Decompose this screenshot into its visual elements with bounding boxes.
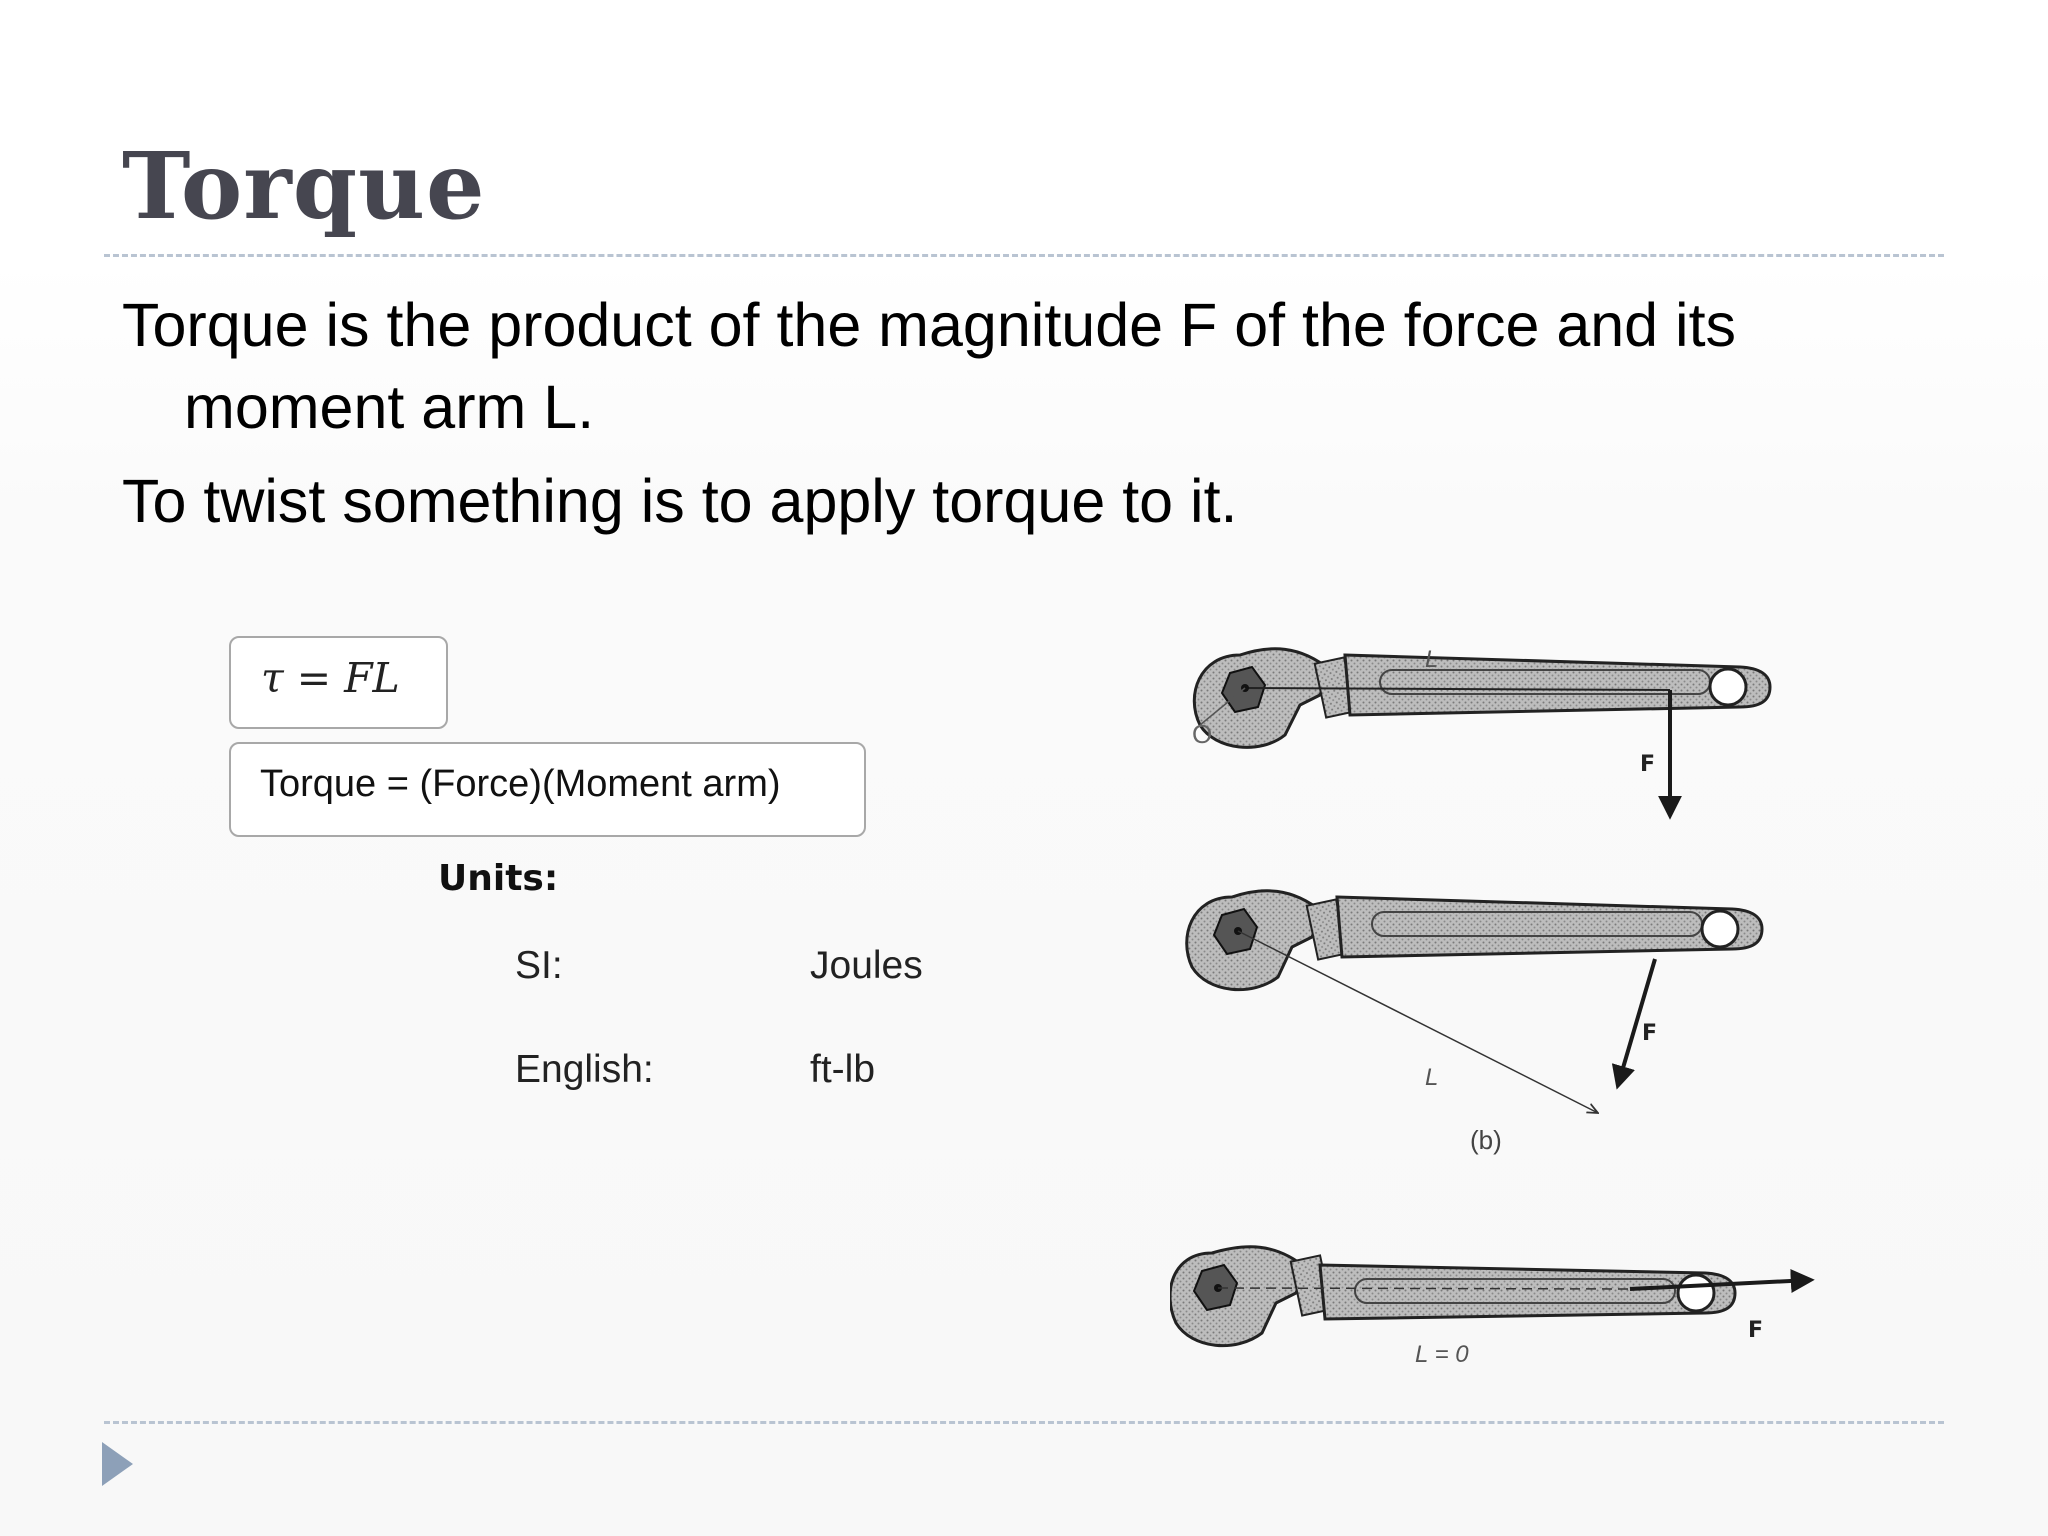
triangle-right-icon[interactable] (102, 1442, 133, 1486)
wrench-bottom (1170, 1247, 1810, 1346)
formula-words: Torque = (Force)(Moment arm) (260, 763, 781, 805)
title-divider (104, 254, 1944, 257)
slide-body (122, 284, 1882, 554)
unit-value-si: Joules (810, 944, 923, 987)
wrench-middle (1187, 891, 1762, 1113)
units-heading: Units: (438, 858, 559, 899)
wrench-top-arm-label: L (1425, 646, 1439, 673)
wrench-torque-figure (1170, 575, 1828, 1420)
slide-title: Torque (122, 132, 486, 240)
wrench-top-force-label: F (1640, 752, 1656, 777)
wrench-bottom-force-label: F (1748, 1318, 1764, 1343)
wrench-bottom-arm-label: L = 0 (1415, 1341, 1469, 1368)
formula-words-box (229, 742, 866, 837)
wrench-top (1194, 649, 1770, 815)
formula-symbolic-box (229, 636, 448, 729)
unit-value-english: ft-lb (810, 1048, 876, 1091)
wrench-top-center-label: O (1192, 719, 1213, 749)
wrench-middle-caption: (b) (1470, 1125, 1502, 1155)
wrench-middle-arm-label: L (1425, 1064, 1439, 1091)
formula-symbolic: τ = FL (261, 654, 400, 702)
unit-system-si: SI: (515, 944, 563, 987)
wrench-middle-force-label: F (1642, 1021, 1658, 1046)
body-paragraph-definition: Torque is the product of the magnitude F of the force and its moment arm L. (122, 291, 1737, 441)
footer-divider (104, 1421, 1944, 1424)
unit-system-english: English: (515, 1048, 654, 1091)
body-paragraph-twist: To twist something is to apply torque to it. (122, 467, 1238, 535)
